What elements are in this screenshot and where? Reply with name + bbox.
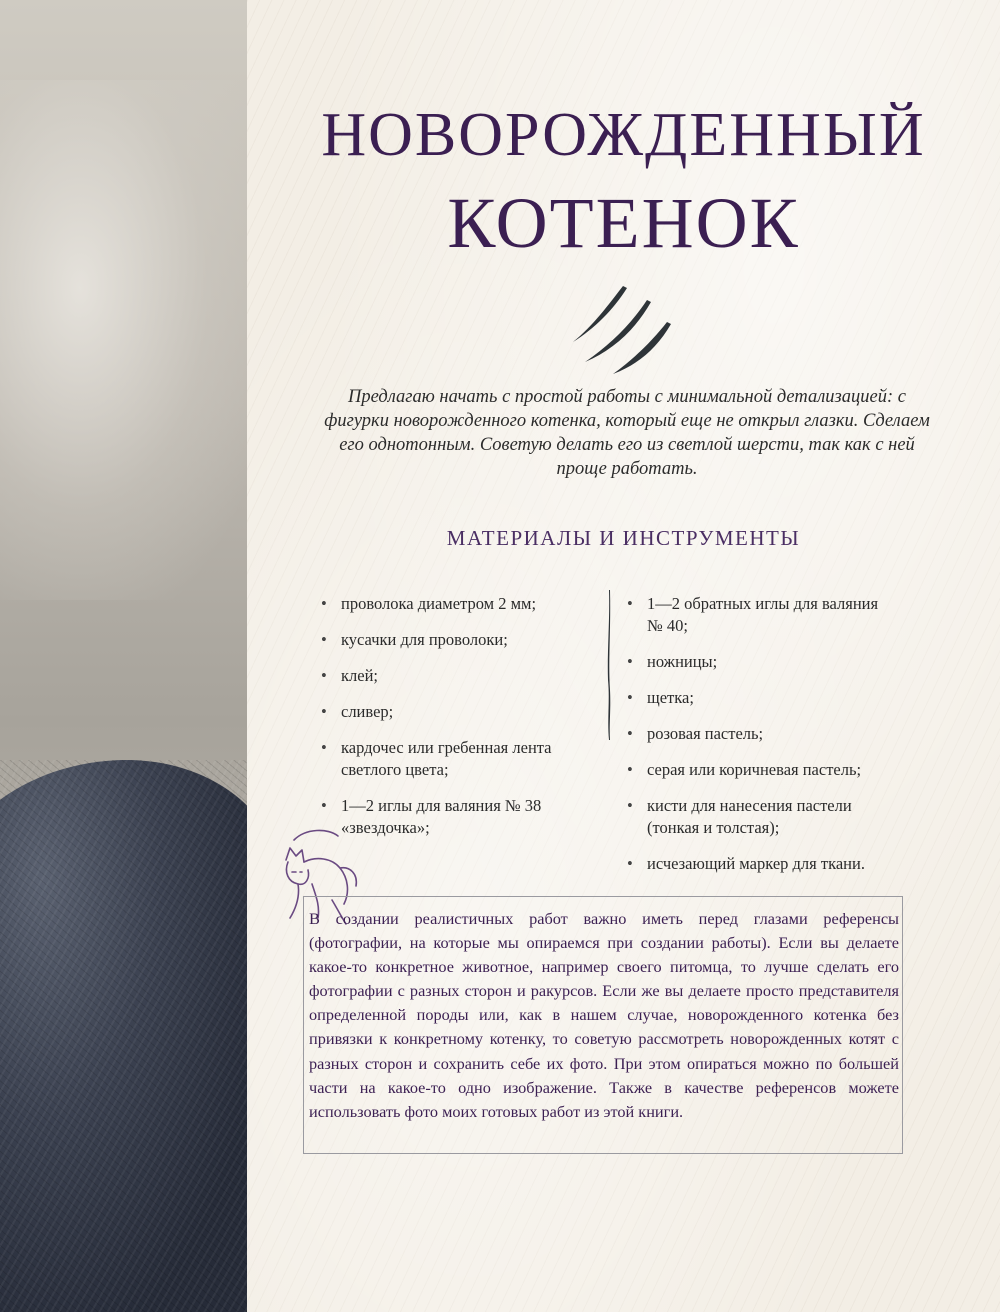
list-item: • серая или коричневая пастель; xyxy=(625,759,895,781)
list-item: • кисти для нанесения пастели (тонкая и толстая); xyxy=(625,795,895,839)
materials-heading: МАТЕРИАЛЫ И ИНСТРУМЕНТЫ xyxy=(446,526,801,550)
page-title-line1: НОВОРОЖДЕННЫЙ xyxy=(321,101,926,169)
page-title-line2: КОТЕНОК xyxy=(447,183,800,263)
list-item: • 1—2 обратных иглы для валяния № 40; xyxy=(625,593,895,637)
list-item: • проволока диаметром 2 мм; xyxy=(319,593,609,615)
brush-stroke-icon xyxy=(606,590,614,740)
list-item: • ножницы; xyxy=(625,651,895,673)
side-photo-wool xyxy=(0,0,247,1312)
list-item: • 1—2 иглы для валяния № 38 «звездочка»; xyxy=(319,795,609,839)
list-item: • розовая пастель; xyxy=(625,723,895,745)
claw-marks-icon xyxy=(565,282,685,378)
intro-text: Предлагаю начать с простой работы с минимальной детализацией: с фигурки новорожденного котенка, который еще не открыл глазки. Сделаем его однотонным. Советую делать его из светлой шерсти, так как с ней проще работать. xyxy=(324,387,930,479)
photo-background-light xyxy=(0,80,247,600)
list-item: • исчезающий маркер для ткани. xyxy=(625,853,895,875)
materials-list-right xyxy=(625,593,895,889)
photo-dark-wool xyxy=(0,760,247,1312)
list-item: • сливер; xyxy=(319,701,609,723)
tip-box xyxy=(303,896,903,1154)
list-item: • клей; xyxy=(319,665,609,687)
tip-text: В создании реалистичных работ важно иметь перед глазами референсы (фотографии, на которые мы опираемся при создании работы). Если вы делаете какое-то конкретное животное, например своего питомца, то лучше сделать его фотографии с разных сторон и ракурсов. Если же вы делаете просто представителя определенной породы или, как в нашем случае, новорожденного котенка без привязки к конкретному котенку, то советую рассмотреть новорожденных котят с разных сторон и сохранить себе их фото. При этом опираться можно по большей части на какое-то одно изображение. Также в качестве референсов можете использовать фото моих готовых работ из этой книги. xyxy=(309,909,899,1121)
list-item: • щетка; xyxy=(625,687,895,709)
list-item: • кардочес или гребенная лента светлого цвета; xyxy=(319,737,609,781)
list-item: • кусачки для проволоки; xyxy=(319,629,609,651)
materials-list-left xyxy=(319,593,609,853)
